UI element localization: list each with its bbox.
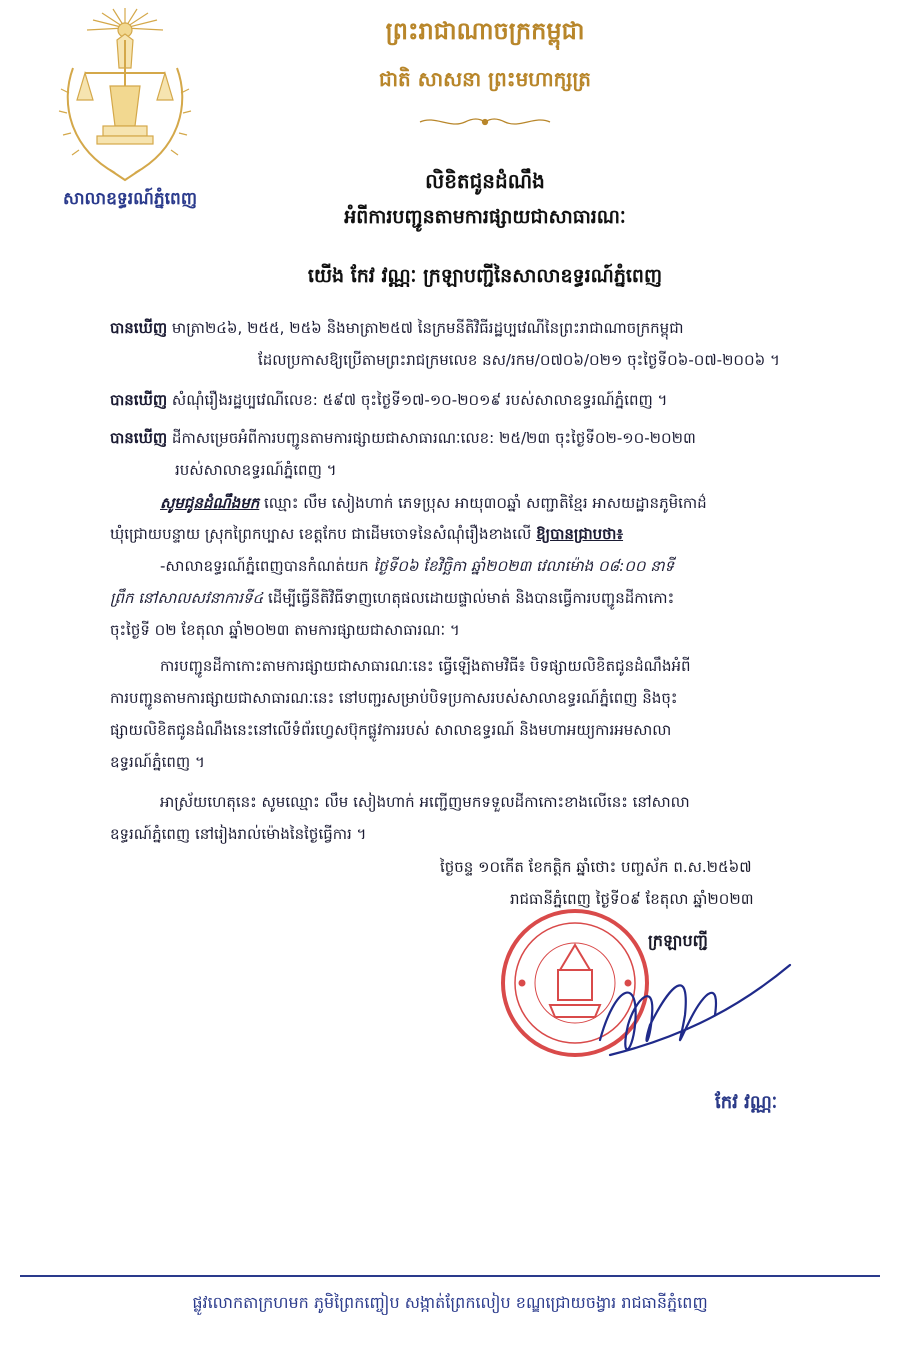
consideration-1 — [110, 318, 684, 338]
method-line-2: ការបញ្ជូនតាមការផ្សាយជាសាធារណៈនេះ នៅបញ្ជរសម្រាប់បិទប្រកាសរបស់សាលាឧទ្ធរណ៍ភ្នំពេញ និងចុះ — [110, 689, 678, 707]
consideration-1-cont: ដែលប្រកាសឱ្យប្រើតាមព្រះរាជក្រមលេខ នស/រកម/០៧០៦/០២១ ចុះថ្ងៃទី០៦-០៧-២០០៦ ។ — [258, 351, 780, 369]
notice-text: ឈ្មោះ លឹម សៀងហាក់ ភេទប្រុស អាយុ៣០ឆ្នាំ សញ្ជាតិខ្មែរ អាសយដ្ឋានភូមិកោដ៌ — [264, 494, 707, 512]
notice-text: ឃុំជ្រោយបន្ទាយ ស្រុកព្រៃកប្បាស ខេត្តកែប ជាដើមចោទនៃសំណុំរឿងខាងលើ — [110, 525, 532, 543]
notice-line-2 — [110, 524, 623, 544]
consideration-3 — [110, 428, 696, 448]
footer-address: ផ្លូវលោកតាក្រហមក ភូមិព្រៃកញ្ចៀប សង្កាត់ព្រែកលៀប ខណ្ឌជ្រោយចង្វារ រាជធានីភ្នំពេញ — [192, 1293, 708, 1312]
consideration-text: ដីកាសម្រេចអំពីការបញ្ជូនតាមការផ្សាយជាសាធារណៈលេខ: ២៥/២៣ ចុះថ្ងៃទី០២-១០-២០២៣ — [171, 429, 696, 447]
consideration-text: មាត្រា២៤៦, ២៥៥, ២៥៦ និងមាត្រា២៥៧ នៃក្រមនីតិវិធីរដ្ឋប្បវេណីនៃព្រះរាជាណាចក្រកម្ពុជា — [171, 319, 684, 337]
consideration-3-cont: របស់សាលាឧទ្ធរណ៍ភ្នំពេញ ។ — [175, 461, 337, 479]
hearing-line-2 — [110, 588, 674, 608]
notice-emphasis: ឱ្យបានជ្រាបថា៖ — [536, 525, 624, 543]
consideration-label: បានឃើញ — [110, 319, 168, 337]
notice-line-1 — [160, 493, 707, 513]
signer-name: កែវ វណ្ណៈ — [715, 1092, 778, 1113]
closing-line-2: ឧទ្ធរណ៍ភ្នំពេញ នៅរៀងរាល់ម៉ោងនៃថ្ងៃធ្វើការ ។ — [110, 825, 367, 843]
court-name: សាលាឧទ្ធរណ៍ភ្នំពេញ — [62, 189, 198, 209]
national-motto: ជាតិ សាសនា ព្រះមហាក្សត្រ — [379, 67, 591, 91]
kingdom-heading: ព្រះរាជាណាចក្រកម្ពុជា — [385, 17, 585, 45]
consideration-label: បានឃើញ — [110, 391, 168, 409]
hearing-datetime: ថ្ងៃទី០៦ ខែវិច្ឆិកា ឆ្នាំ២០២៣ វេលាម៉ោង ០៨:០០ នាទី — [373, 557, 675, 575]
method-line-1: ការបញ្ជូនដីកាកោះតាមការផ្សាយជាសាធារណៈនេះ ធ្វើឡើងតាមវិធី៖ បិទផ្សាយលិខិតជូនដំណឹងអំពី — [160, 657, 691, 675]
document-subtitle: អំពីការបញ្ជូនតាមការផ្សាយជាសាធារណៈ — [344, 206, 626, 228]
document-title: លិខិតជូនដំណឹង — [425, 169, 545, 193]
consideration-text: សំណុំរឿងរដ្ឋប្បវេណីលេខ: ៥៩៧ ចុះថ្ងៃទី១៧-១០-២០១៩ របស់សាលាឧទ្ធរណ៍ភ្នំពេញ ។ — [171, 391, 668, 409]
signer-role: ក្រឡាបញ្ជី — [648, 931, 708, 950]
hearing-place: ព្រឹក នៅសាលសវនាការទី៤ — [110, 589, 264, 607]
handwritten-signature-icon — [580, 945, 800, 1075]
footer-rule — [20, 1275, 880, 1277]
hearing-prefix: -សាលាឧទ្ធរណ៍ភ្នំពេញបានកំណត់យក — [160, 557, 369, 575]
consideration-2 — [110, 390, 667, 410]
ornament-divider-icon — [415, 113, 555, 131]
method-line-3: ផ្សាយលិខិតជូនដំណឹងនេះនៅលើទំព័រហ្វេសប៊ុកផ្លូវការរបស់ សាលាឧទ្ធរណ៍ និងមហាអយ្យការអមសាលា — [110, 721, 672, 739]
court-emblem-icon — [55, 8, 195, 183]
notice-lead: សូមជូនដំណឹងមក — [160, 494, 260, 512]
method-line-4: ឧទ្ធរណ៍ភ្នំពេញ ។ — [110, 753, 205, 771]
closing-line-1: អាស្រ័យហេតុនេះ សូមឈ្មោះ លឹម សៀងហាក់ អញ្ជើញមកទទួលដីកាកោះខាងលើនេះ នៅសាលា — [160, 793, 690, 811]
issuer-line: យើង កែវ វណ្ណៈ ក្រឡាបញ្ជីនៃសាលាឧទ្ធរណ៍ភ្នំពេញ — [307, 265, 663, 287]
solar-date: រាជធានីភ្នំពេញ ថ្ងៃទី០៩ ខែតុលា ឆ្នាំ២០២៣ — [510, 890, 754, 908]
lunar-date: ថ្ងៃចន្ទ ១០កើត ខែកត្តិក ឆ្នាំថោះ បញ្ចស័ក ព.ស.២៥៦៧ — [440, 858, 752, 876]
consideration-label: បានឃើញ — [110, 429, 168, 447]
hearing-line-3: ចុះថ្ងៃទី ០២ ខែតុលា ឆ្នាំ២០២៣ តាមការផ្សាយជាសាធារណៈ ។ — [110, 621, 460, 639]
hearing-purpose: ដើម្បីធ្វើនីតិវិធីទាញហេតុផលដោយផ្ទាល់មាត់ និងបានធ្វើការបញ្ជូនដីកាកោះ — [267, 589, 675, 607]
hearing-line-1 — [160, 556, 674, 576]
